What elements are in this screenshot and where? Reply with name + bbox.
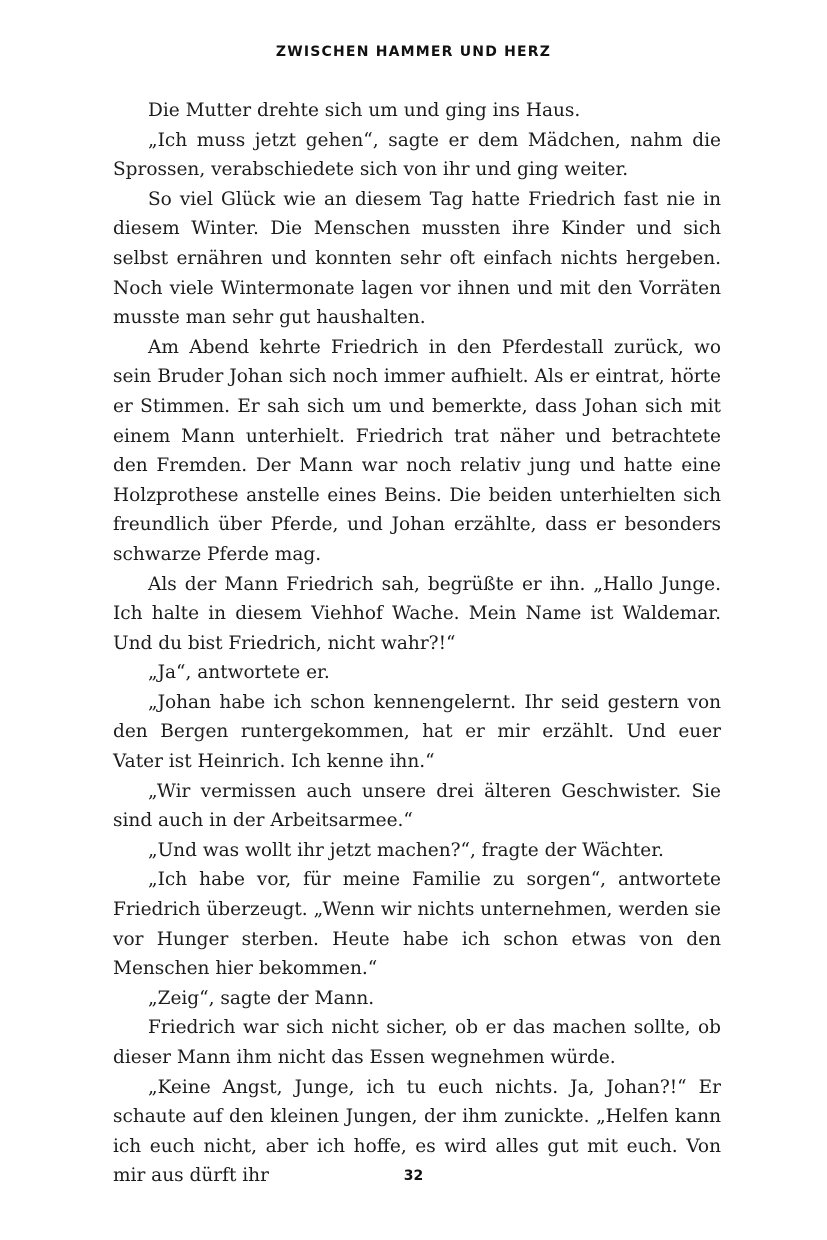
paragraph: „Zeig“, sagte der Mann.: [148, 987, 375, 1009]
paragraph: „Wir vermissen auch unsere drei älteren Geschwister. Sie sind auch in der Arbeitsarmee.“: [113, 780, 721, 832]
paragraph: Die Mutter drehte sich um und ging ins Haus.: [148, 100, 581, 121]
paragraph: „Ich habe vor, für meine Familie zu sorgen“, antwortete Friedrich überzeugt. „Wenn wir nichts unternehmen, werden sie vor Hunger sterben. Heute habe ich schon etwas von den Menschen hier bekommen.“: [113, 869, 721, 980]
paragraph: So viel Glück wie an diesem Tag hatte Friedrich fast nie in diesem Winter. Die Menschen mussten ihre Kinder und sich selbst ernähren und konnten sehr oft einfach nichts hergeben. Noch viele Wintermonate lagen vor ihnen und mit den Vorräten musste man sehr gut haushalten.: [113, 188, 721, 329]
page-number: 32: [403, 1168, 424, 1184]
paragraph: Am Abend kehrte Friedrich in den Pferdestall zurück, wo sein Bruder Johan sich noch immer aufhielt. Als er eintrat, hörte er Stimmen. Er sah sich um und bemerkte, dass Johan sich mit einem Mann unterhielt. Friedrich trat näher und betrachtete den Fremden. Der Mann war noch relativ jung und hatte eine Holzprothese anstelle eines Beins. Die beiden unterhielten sich freundlich über Pferde, und Johan erzählte, dass er besonders schwarze Pferde mag.: [113, 336, 721, 565]
paragraph: „Keine Angst, Junge, ich tu euch nichts. Ja, Johan?!“ Er schaute auf den kleinen Jungen, der ihm zunickte. „Helfen kann ich euch nicht, aber ich hoffe, es wird alles gut mit euch. Von mir aus dürft ihr: [113, 1076, 721, 1187]
paragraph: „Ja“, antwortete er.: [148, 662, 330, 684]
running-header: ZWISCHEN HAMMER UND HERZ: [275, 44, 552, 60]
paragraph: „Und was wollt ihr jetzt machen?“, fragte der Wächter.: [148, 839, 664, 861]
paragraph: „Ich muss jetzt gehen“, sagte er dem Mädchen, nahm die Sprossen, verabschiedete sich von ihr und ging weiter.: [113, 129, 721, 181]
paragraph: Friedrich war sich nicht sicher, ob er das machen sollte, ob dieser Mann ihm nicht das Essen wegnehmen würde.: [113, 1017, 721, 1068]
paragraph: Als der Mann Friedrich sah, begrüßte er ihn. „Hallo Junge. Ich halte in diesem Viehhof Wache. Mein Name ist Waldemar. Und du bist Friedrich, nicht wahr?!“: [113, 573, 721, 654]
body-text: [113, 96, 721, 1191]
paragraph: „Johan habe ich schon kennengelernt. Ihr seid gestern von den Bergen runtergekommen, hat er mir erzählt. Und euer Vater ist Heinrich. Ich kenne ihn.“: [113, 691, 721, 773]
